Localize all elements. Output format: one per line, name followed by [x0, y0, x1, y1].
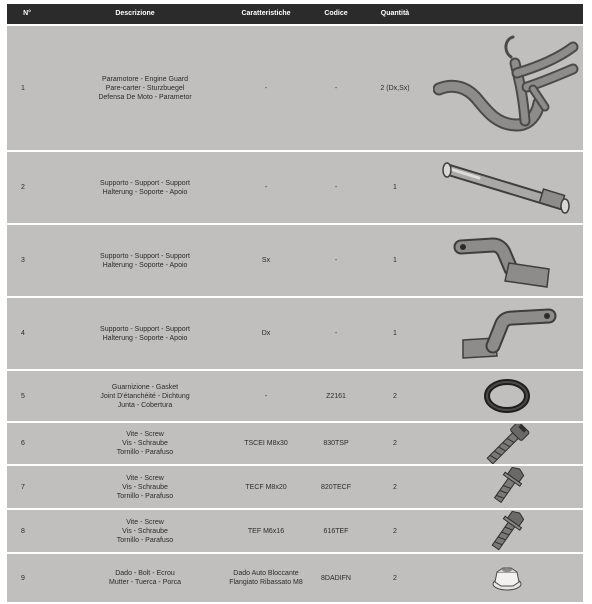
- row-code: -: [334, 257, 338, 264]
- table-row: [7, 510, 583, 552]
- table-row: [7, 554, 583, 602]
- header-characteristics: Caratteristiche: [241, 10, 291, 17]
- row-characteristics: [223, 466, 309, 508]
- row-quantity: 1: [393, 330, 397, 337]
- header-quantity: Quantità: [380, 10, 410, 17]
- row-code: -: [334, 84, 338, 92]
- flange-nut-icon: [431, 554, 583, 602]
- description-line: Joint D'étanchéité - Dichtung: [100, 392, 190, 400]
- row-number: 5: [21, 392, 25, 400]
- description-line: Supporto - Support - Support: [100, 179, 190, 187]
- header-description: Descrizione: [115, 10, 155, 17]
- row-characteristics: [223, 371, 309, 421]
- flange-screw-short-icon: [431, 466, 583, 508]
- engine-guard-icon: [431, 26, 583, 150]
- row-number: 7: [21, 483, 25, 491]
- bracket-right-icon: [431, 298, 583, 369]
- row-description: [47, 554, 243, 602]
- table-row: [7, 225, 583, 296]
- header-number: N°: [23, 10, 31, 17]
- row-number: 9: [21, 574, 25, 582]
- row-description: [47, 225, 243, 296]
- table-row: [7, 298, 583, 369]
- row-characteristics: [223, 152, 309, 223]
- characteristics-line: Dx: [261, 330, 271, 337]
- row-number: 1: [21, 84, 25, 92]
- description-line: Supporto - Support - Support: [100, 325, 190, 333]
- characteristics-line: -: [264, 184, 268, 191]
- row-characteristics: [223, 423, 309, 464]
- row-characteristics: [223, 298, 309, 369]
- row-code: -: [334, 330, 338, 337]
- characteristics-line: TEF M6x16: [247, 527, 285, 535]
- row-description: [47, 466, 243, 508]
- characteristics-line: -: [264, 84, 268, 92]
- description-line: Halterung - Soporte - Apoio: [102, 334, 188, 342]
- table-row: [7, 26, 583, 150]
- description-line: Tornillo - Parafuso: [116, 449, 174, 456]
- row-code: 616TEF: [323, 527, 349, 535]
- description-line: Guarnizione - Gasket: [111, 383, 179, 391]
- description-line: Vite - Screw: [126, 474, 164, 482]
- header-code: Codice: [324, 10, 348, 17]
- row-description: [47, 152, 243, 223]
- description-line: Vite - Screw: [126, 518, 164, 526]
- description-line: Mutter - Tuerca - Porca: [109, 579, 181, 586]
- description-line: Vis - Schraube: [122, 440, 168, 447]
- characteristics-line: Flangiato Ribassato M8: [229, 579, 303, 586]
- row-number: 6: [21, 440, 25, 447]
- row-quantity: 2: [393, 392, 397, 400]
- description-line: Vis - Schraube: [122, 483, 168, 491]
- table-header: [7, 4, 583, 24]
- description-line: Vis - Schraube: [122, 527, 168, 535]
- row-description: [47, 423, 243, 464]
- row-characteristics: [223, 510, 309, 552]
- row-code: 8DADIFN: [321, 574, 351, 582]
- description-line: Tornillo - Parafuso: [116, 492, 174, 500]
- row-number: 4: [21, 330, 25, 337]
- table-row: [7, 466, 583, 508]
- row-code: 820TECF: [321, 483, 351, 491]
- row-characteristics: [223, 225, 309, 296]
- table-row: [7, 152, 583, 223]
- row-quantity: 2: [393, 574, 397, 582]
- description-line: Pare-carter - Sturzbuegel: [105, 84, 185, 92]
- row-quantity: 2 (Dx,Sx): [380, 84, 410, 92]
- row-characteristics: [223, 26, 309, 150]
- description-line: Junta - Cobertura: [117, 401, 173, 409]
- description-line: Supporto - Support - Support: [100, 252, 190, 260]
- row-quantity: 2: [393, 440, 397, 447]
- description-line: Defensa De Moto - Parametor: [98, 93, 192, 101]
- description-line: Paramotore - Engine Guard: [102, 75, 188, 83]
- row-quantity: 2: [393, 527, 397, 535]
- row-characteristics: [223, 554, 309, 602]
- row-code: -: [334, 184, 338, 191]
- row-description: [47, 298, 243, 369]
- flange-screw-icon: [431, 510, 583, 552]
- characteristics-line: TECF M8x20: [245, 483, 287, 491]
- parts-list-table: [7, 4, 583, 602]
- row-description: [47, 510, 243, 552]
- characteristics-line: Sx: [261, 257, 271, 264]
- row-number: 2: [21, 184, 25, 191]
- description-line: Vite - Screw: [126, 431, 164, 438]
- row-quantity: 1: [393, 184, 397, 191]
- row-number: 3: [21, 257, 25, 264]
- table-row: [7, 371, 583, 421]
- support-tube-icon: [431, 152, 583, 223]
- row-quantity: 1: [393, 257, 397, 264]
- characteristics-line: -: [264, 392, 268, 400]
- description-line: Tornillo - Parafuso: [116, 536, 174, 544]
- description-line: Dado - Bolt - Ecrou: [115, 570, 175, 577]
- row-number: 8: [21, 527, 25, 535]
- row-quantity: 2: [393, 483, 397, 491]
- characteristics-line: TSCEI M8x30: [244, 440, 288, 447]
- characteristics-line: Dado Auto Bloccante: [233, 570, 299, 577]
- row-description: [47, 26, 243, 150]
- gasket-ring-icon: [431, 371, 583, 421]
- row-code: 830TSP: [323, 440, 349, 447]
- description-line: Halterung - Soporte - Apoio: [102, 261, 188, 269]
- table-row: [7, 423, 583, 464]
- socket-screw-icon: [431, 423, 583, 464]
- description-line: Halterung - Soporte - Apoio: [102, 188, 188, 196]
- row-description: [47, 371, 243, 421]
- bracket-left-icon: [431, 225, 583, 296]
- row-code: Z2161: [326, 392, 346, 400]
